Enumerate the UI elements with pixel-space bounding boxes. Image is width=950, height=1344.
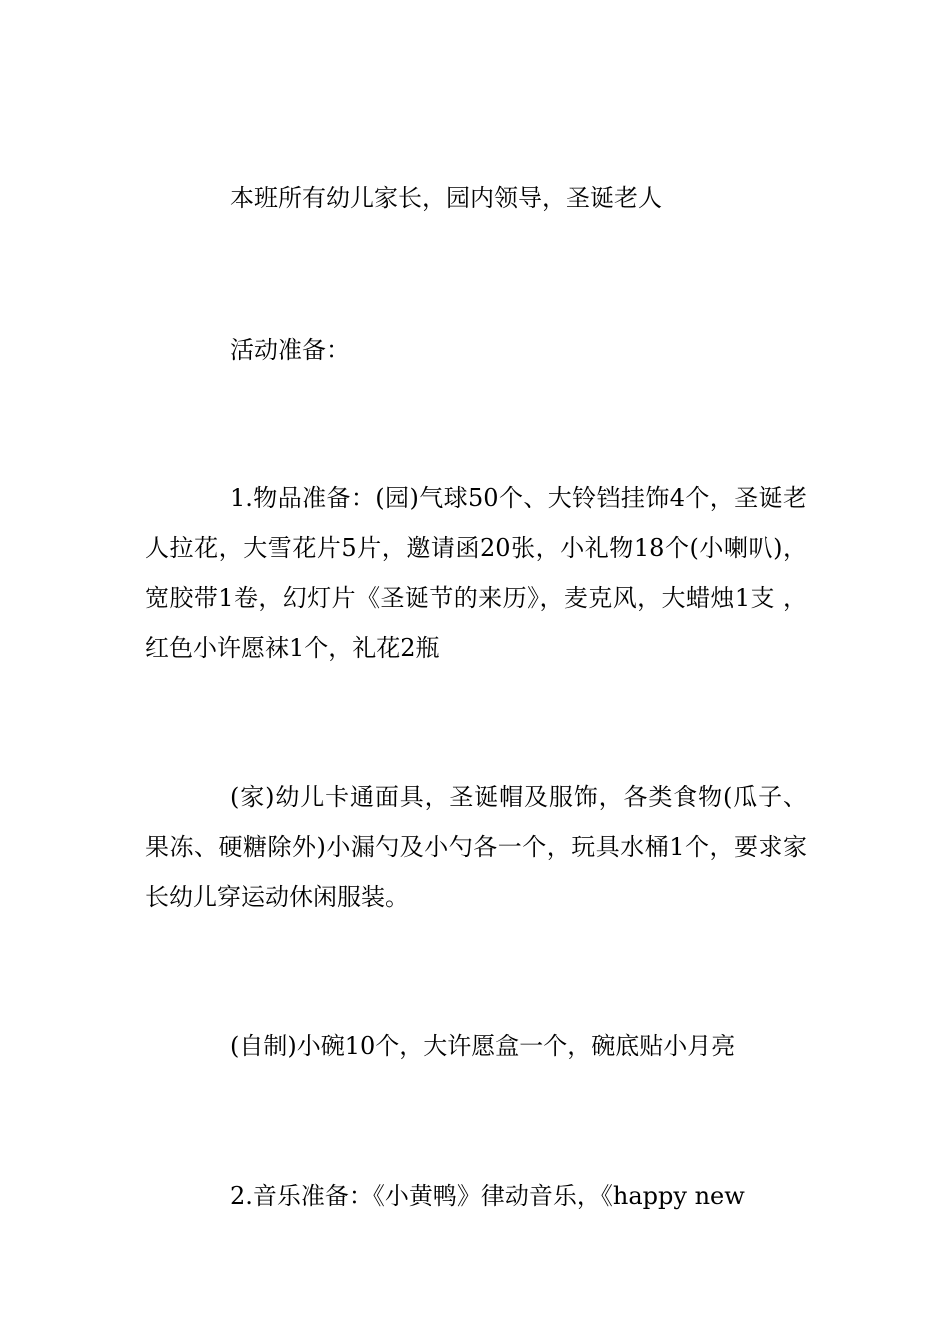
activity-preparation-heading: 活动准备： <box>230 336 350 364</box>
participants-paragraph: 本班所有幼儿家长，园内领导，圣诞老人 <box>230 184 662 212</box>
music-preparation-paragraph: 2.音乐准备：《小黄鸭》律动音乐，《happy new <box>230 1182 745 1210</box>
handmade-preparation-paragraph: (自制)小碗10个，大许愿盒一个，碗底贴小月亮 <box>230 1032 736 1060</box>
materials-preparation-paragraph: 1.物品准备：(园)气球50个、大铃铛挂饰4个，圣诞老人拉花，大雪花片5片，邀请函20张，小礼物18个(小喇叭)，宽胶带1卷，幻灯片《圣诞节的来历》，麦克风，大蜡烛1支 ，红色小许愿袜1个，礼花2瓶 <box>145 484 807 662</box>
family-preparation-paragraph: (家)幼儿卡通面具，圣诞帽及服饰，各类食物(瓜子、果冻、硬糖除外)小漏勺及小勺各一个，玩具水桶1个，要求家长幼儿穿运动休闲服装。 <box>145 783 807 911</box>
